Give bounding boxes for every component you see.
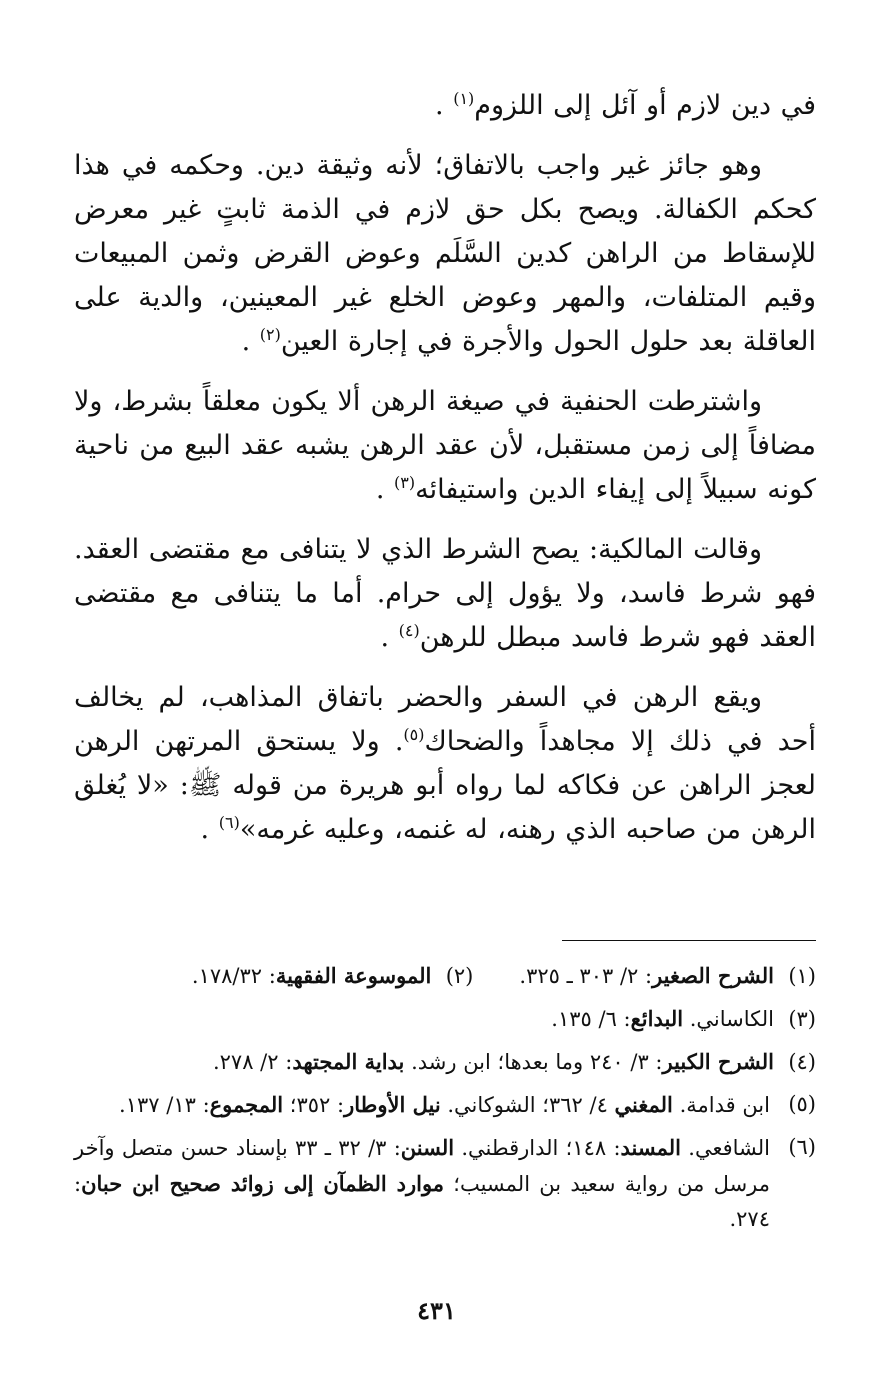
footnote-ref-4[interactable]: (٤)	[398, 621, 420, 640]
footnote-5: (٥) ابن قدامة. المغني ٤/ ٣٦٢؛ الشوكاني. نيل الأوطار: ٣٥٢؛ المجموع: ١٣/ ١٣٧.	[119, 1092, 816, 1117]
footnote-4: (٤)الشرح الكبير: ٣/ ٢٤٠ وما بعدها؛ ابن رشد. بداية المجتهد: ٢/ ٢٧٨.	[212, 1049, 816, 1074]
footnote-ref-3[interactable]: (٣)	[394, 473, 416, 492]
paragraph-3: واشترطت الحنفية في صيغة الرهن ألا يكون معلقاً بشرط، ولا مضافاً إلى زمن مستقبل، لأن عقد الرهن يشبه عقد البيع من ناحية كونه سبيلاً إلى إيفاء الدين واستيفائه$^{(٣)}$ .	[74, 386, 816, 505]
paragraph-4: وقالت المالكية: يصح الشرط الذي لا يتنافى مع مقتضى العقد. فهو شرط فاسد، ولا يؤول إلى حرام. أما ما يتنافى مع مقتضى العقد فهو شرط فاسد مبطل للرهن$^{(٤)}$ .	[74, 534, 816, 653]
footnote-ref-6[interactable]: (٦)	[218, 813, 240, 832]
footnote-row-1-2	[74, 958, 816, 994]
footnote-1: (١)الشرح الصغير: ٢/ ٣٠٣ ـ ٣٢٥.	[519, 963, 816, 988]
footnote-ref-5[interactable]: (٥)	[403, 725, 425, 744]
footnote-3: (٣)الكاساني. البدائع: ٦/ ١٣٥.	[551, 1006, 816, 1031]
footnote-6: (٦) الشافعي. المسند: ١٤٨؛ الدارقطني. السنن: ٣/ ٣٢ ـ ٣٣ بإسناد حسن متصل وآخر مرسل من رواية سعيد بن المسيب؛ موارد الظمآن إلى زوائد صحيح ابن حبان: ٢٧٤.	[74, 1135, 816, 1231]
paragraph-2: وهو جائز غير واجب بالاتفاق؛ لأنه وثيقة دين. وحكمه في هذا كحكم الكفالة. ويصح بكل حق لازم في الذمة ثابتٍ غير معرض للإسقاط من الراهن كدين السَّلَم وعوض القرض وثمن المبيعات وقيم المتلفات، والمهر وعوض الخلع غير المعينين، والدية على العاقلة بعد حلول الحول والأجرة في إجارة العين$^{(٢)}$ .	[74, 150, 816, 357]
paragraph-1: في دين لازم أو آئل إلى اللزوم$^{(١)}$ .	[435, 89, 816, 121]
footnote-separator	[562, 940, 816, 941]
paragraph-5: ويقع الرهن في السفر والحضر باتفاق المذاهب، لم يخالف أحد في ذلك إلا مجاهداً والضحاك$^{(٥)}$. ولا يستحق المرتهن الرهن لعجز الراهن عن فكاكه لما رواه أبو هريرة من قوله ﷺ: «لا يُغلق الرهن من صاحبه الذي رهنه، له غنمه، وعليه غرمه»$^{(٦)}$ .	[74, 682, 816, 845]
footnote-2: (٢)الموسوعة الفقهية: ١٧٨/٣٢.	[191, 963, 474, 988]
page-number: ٤٣١	[417, 1296, 456, 1325]
footnote-ref-1[interactable]: (١)	[453, 89, 475, 108]
main-text	[74, 84, 816, 868]
footnotes	[74, 958, 816, 1244]
footnote-ref-2[interactable]: (٢)	[259, 325, 281, 344]
